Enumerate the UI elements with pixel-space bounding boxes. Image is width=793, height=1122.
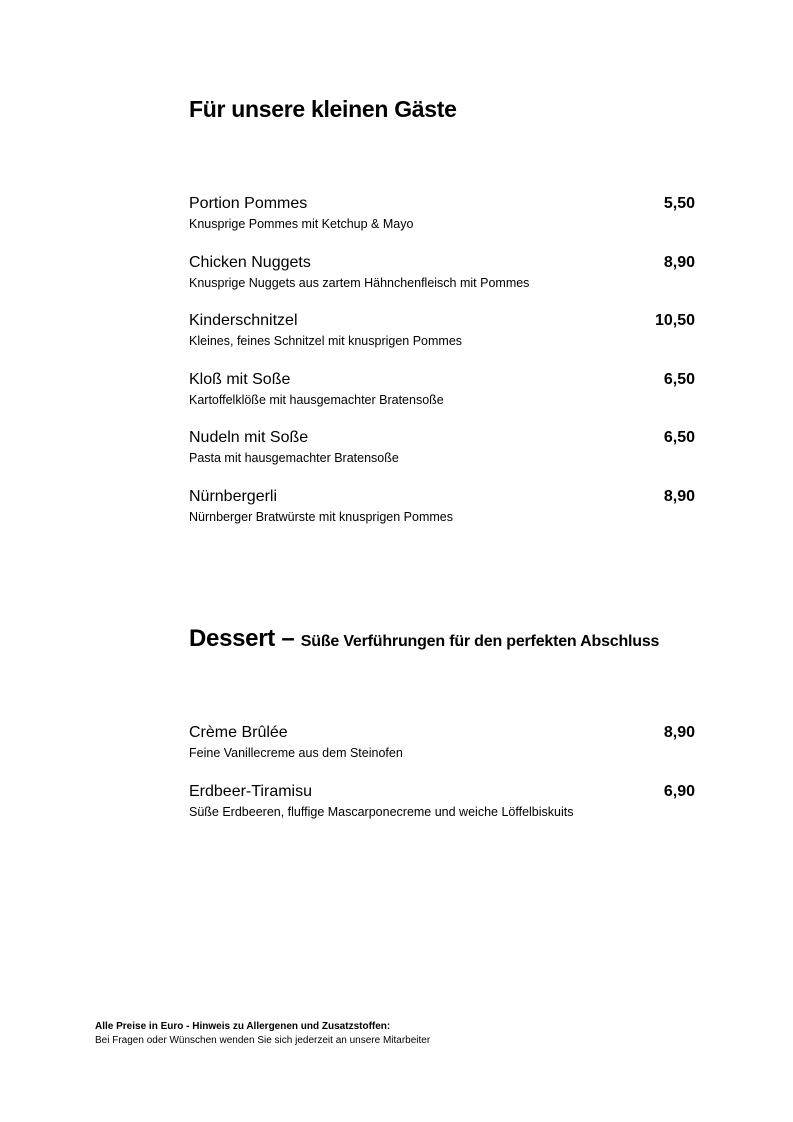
item-price: 6,90 (663, 783, 695, 800)
menu-item (189, 783, 695, 827)
menu-item (189, 488, 695, 532)
title-dash: – (281, 625, 295, 652)
dessert-section-title (189, 625, 659, 653)
kids-section-title: Für unsere kleinen Gäste (189, 96, 457, 122)
item-description: Feine Vanillecreme aus dem Steinofen (189, 746, 403, 760)
dessert-subtitle: Süße Verführungen für den perfekten Abschluss (300, 633, 660, 650)
menu-item (189, 724, 695, 768)
item-name: Erdbeer-Tiramisu (189, 783, 312, 800)
menu-item (189, 371, 695, 415)
item-name: Crème Brûlée (189, 724, 288, 741)
item-description: Kartoffelklöße mit hausgemachter Bratensoße (189, 393, 444, 407)
item-price: 8,90 (663, 254, 695, 271)
item-name: Kloß mit Soße (189, 371, 291, 388)
footer-contact-note: Bei Fragen oder Wünschen wenden Sie sich jederzeit an unsere Mitarbeiter (95, 1035, 431, 1046)
item-name: Portion Pommes (189, 195, 308, 212)
item-description: Knusprige Pommes mit Ketchup & Mayo (189, 217, 414, 231)
dessert-title-text: Dessert (189, 625, 275, 652)
menu-item (189, 254, 695, 298)
item-price: 8,90 (663, 724, 695, 741)
item-description: Pasta mit hausgemachter Bratensoße (189, 451, 399, 465)
footer-note (95, 1020, 430, 1048)
footer-price-note: Alle Preise in Euro - Hinweis zu Allergenen und Zusatzstoffen: (95, 1021, 391, 1032)
item-description: Kleines, feines Schnitzel mit knusprigen Pommes (189, 334, 463, 348)
item-description: Knusprige Nuggets aus zartem Hähnchenfleisch mit Pommes (189, 276, 530, 290)
item-price: 6,50 (663, 371, 695, 388)
item-price: 6,50 (663, 429, 695, 446)
item-price: 10,50 (654, 312, 695, 329)
item-name: Nürnbergerli (189, 488, 278, 505)
menu-item (189, 312, 695, 356)
item-price: 5,50 (663, 195, 695, 212)
item-description: Nürnberger Bratwürste mit knusprigen Pommes (189, 510, 453, 524)
item-name: Nudeln mit Soße (189, 429, 309, 446)
item-name: Chicken Nuggets (189, 254, 311, 271)
menu-item (189, 195, 695, 239)
item-name: Kinderschnitzel (189, 312, 298, 329)
menu-item (189, 429, 695, 473)
item-price: 8,90 (663, 488, 695, 505)
item-description: Süße Erdbeeren, fluffige Mascarponecreme und weiche Löffelbiskuits (189, 805, 574, 819)
